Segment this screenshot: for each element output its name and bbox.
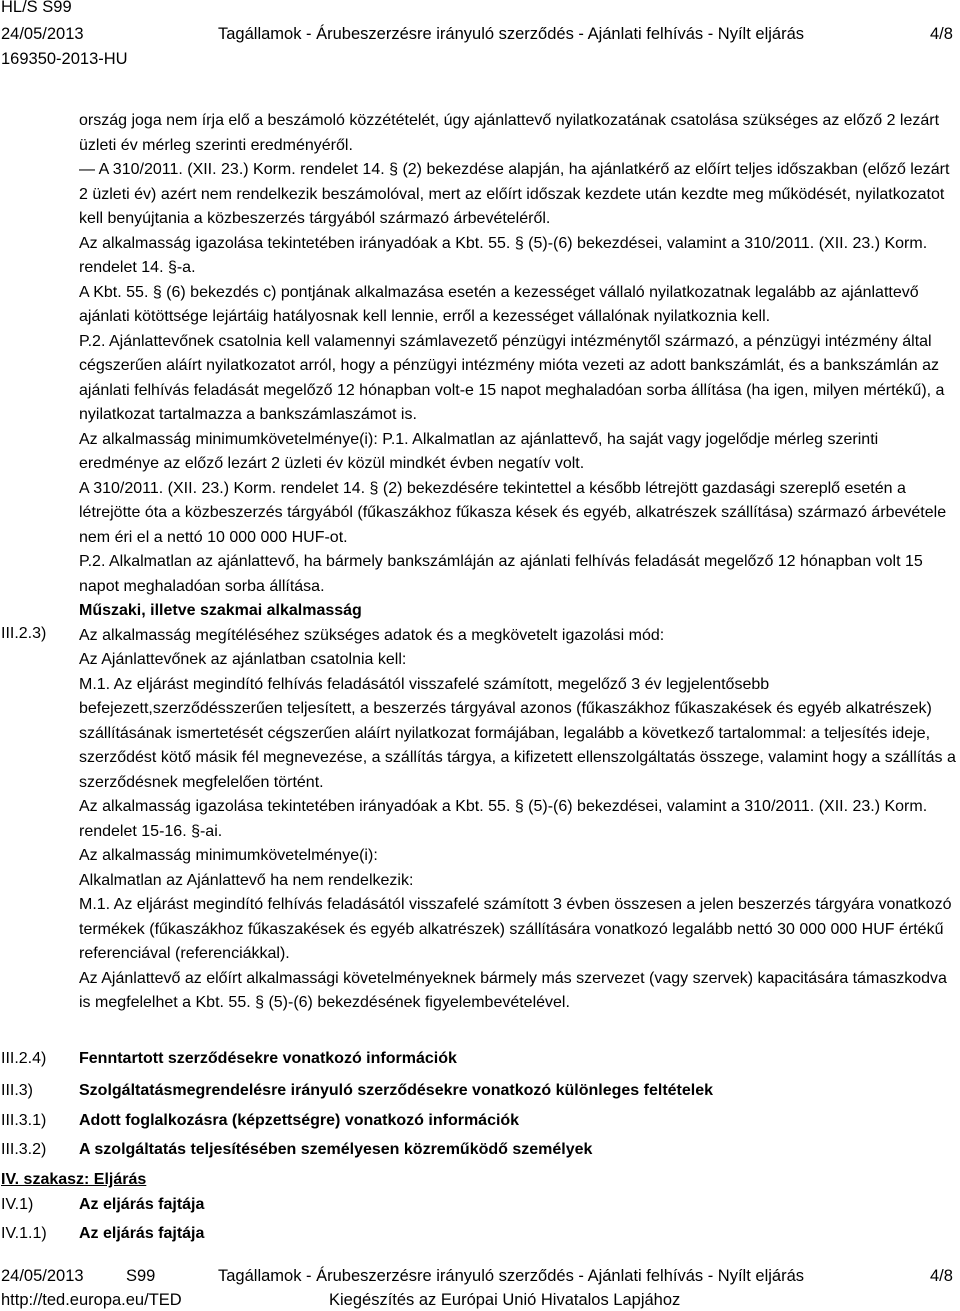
doc-id: 169350-2013-HU (1, 50, 128, 68)
paragraph: M.1. Az eljárást megindító felhívás feladásától visszafelé számított, megelőző 3 év legjelentősebb befejezett,szerződésszerűen teljesített, a beszerzés tárgyával azonos (fűkaszákhoz fűkaszakések és egyéb alkatrészek) szállításának ismertetését cégszerűen aláírt nyilatkozat formájában, legalább a következő tartalommal: a teljesítés ideje, szerződést kötő másik fél megnevezése, a szállítás tárgya, a kifizetett ellenszolgáltatás összege, valamint hogy a szállítás a szerződésnek megfelelően történt. (79, 675, 956, 791)
section-label: III.2.3) (1, 625, 47, 642)
paragraph: P.2. Alkalmatlan az ajánlattevő, ha bármely bankszámláján az ajánlati felhívás feladását megelőző 12 hónapban volt 15 napot meghaladóan sorba állítása. (79, 553, 923, 595)
paragraph: Az alkalmasság igazolása tekintetében irányadóak a Kbt. 55. § (5)-(6) bekezdései, valamint a 310/2011. (XII. 23.) Korm. rendelet 14. §-a. (79, 234, 928, 276)
paragraph: M.1. Az eljárást megindító felhívás feladásától visszafelé számított 3 évben összesen a jelen beszerzés tárgyára vonatkozó termékek (fűkaszákhoz fűkaszakések és egyéb alkatrészek) szállítására vonatkozó legalább nettó 30 000 000 HUF értékű referenciával (referenciákkal). (79, 896, 952, 962)
paragraph: — A 310/2011. (XII. 23.) Korm. rendelet 14. § (2) bekezdése alapján, ha ajánlatkérő az előírt teljes időszakban (előző lezárt 2 üzleti év) azért nem rendelkezik beszámolóval, mert az előírt időszak kezdete után kezdte meg működését, nyilatkozatot kell benyújtania a közbeszerzés tárgyából származó árbevételéről. (79, 161, 950, 227)
header-date: 24/05/2013 (1, 25, 84, 43)
journal-id: HL/S S99 (1, 0, 72, 16)
paragraph: Alkalmatlan az Ajánlattevő ha nem rendelkezik: (79, 871, 414, 889)
section-label: III.3.2) (1, 1141, 47, 1158)
section-title: Műszaki, illetve szakmai alkalmasság (79, 602, 362, 619)
section-label: III.2.4) (1, 1050, 47, 1067)
section-label: IV.1) (1, 1196, 34, 1213)
paragraph: A 310/2011. (XII. 23.) Korm. rendelet 14. § (2) bekezdésére tekintettel a később létrejött gazdasági szereplő esetén a létrejötte óta a közbeszerzés tárgyából (fűkaszákhoz fűkasza kések és egyéb, alkatrészek szállítása) származó árbevétele nem éri el a nettó 10 000 000 HUF-ot. (79, 479, 947, 546)
body-text (79, 109, 959, 1016)
section-title: Fenntartott szerződésekre vonatkozó információk (79, 1050, 457, 1067)
paragraph: Az Ajánlattevő az előírt alkalmassági követelményeknek bármely más szervezet (vagy szervek) kapacitására támaszkodva is megfelelhet a Kbt. 55. § (5)-(6) bekezdésének figyelembevételével. (79, 969, 947, 1011)
section-label: III.3.1) (1, 1112, 47, 1129)
paragraph: A Kbt. 55. § (6) bekezdés c) pontjának alkalmazása esetén a kezességet vállaló nyilatkozatnak legalább az ajánlattevő ajánlati kötöttsége lejártáig hatályosnak kell lennie, erről a kezességet vállalónak nyilatkoznia kell. (79, 283, 919, 325)
paragraph: Az alkalmasság minimumkövetelménye(i): P.1. Alkalmatlan az ajánlattevő, ha saját vagy jogelődje mérleg szerinti eredménye az előző lezárt 2 üzleti év közül mindkét évben negatív volt. (79, 430, 879, 472)
paragraph: ország joga nem írja elő a beszámoló közzétételét, úgy ajánlattevő nyilatkozatának csatolása szükséges az előző 2 lezárt üzleti év mérleg szerinti eredményéről. (79, 112, 940, 154)
footer-series: S99 (126, 1267, 156, 1285)
header-page: 4/8 (930, 25, 953, 43)
footer-page: 4/8 (930, 1267, 953, 1285)
footer-publisher: Kiegészítés az Európai Unió Hivatalos Lapjához (329, 1291, 681, 1309)
paragraph: Az Ajánlattevőnek az ajánlatban csatolnia kell: (79, 651, 407, 668)
section-title: Szolgáltatásmegrendelésre irányuló szerződésekre vonatkozó különleges feltételek (79, 1082, 714, 1099)
header-title: Tagállamok - Árubeszerzésre irányuló szerződés - Ajánlati felhívás - Nyílt eljárás (218, 25, 804, 43)
paragraph: Az alkalmasság igazolása tekintetében irányadóak a Kbt. 55. § (5)-(6) bekezdései, valamint a 310/2011. (XII. 23.) Korm. rendelet 15-16. §-ai. (79, 798, 928, 840)
section-title: Az eljárás fajtája (79, 1196, 205, 1213)
section-title: Adott foglalkozásra (képzettségre) vonatkozó információk (79, 1112, 520, 1129)
part-heading: IV. szakasz: Eljárás (1, 1171, 147, 1188)
footer-date: 24/05/2013 (1, 1267, 84, 1285)
footer-title: Tagállamok - Árubeszerzésre irányuló szerződés - Ajánlati felhívás - Nyílt eljárás (218, 1267, 804, 1285)
footer-url[interactable]: http://ted.europa.eu/TED (1, 1291, 182, 1309)
section-label: IV.1.1) (1, 1225, 47, 1242)
paragraph: Az alkalmasság megítéléséhez szükséges adatok és a megkövetelt igazolási mód: (79, 626, 665, 644)
section-title: A szolgáltatás teljesítésében személyesen közreműködő személyek (79, 1141, 593, 1158)
section-title: Az eljárás fajtája (79, 1225, 205, 1242)
paragraph: Az alkalmasság minimumkövetelménye(i): (79, 847, 378, 864)
paragraph: P.2. Ajánlattevőnek csatolnia kell valamennyi számlavezető pénzügyi intézménytől származó, a pénzügyi intézmény által cégszerűen aláírt nyilatkozatot arról, hogy a pénzügyi intézmény mióta vezeti az adott bankszámlát, és a bankszámlán az ajánlati felhívás feladását megelőző 12 hónapban volt-e 15 napot meghaladóan sorba állítása (ha igen, milyen mértékű), a nyilatkozat tartalmazza a bankszámlaszámot is. (79, 332, 945, 423)
section-label: III.3) (1, 1082, 34, 1099)
